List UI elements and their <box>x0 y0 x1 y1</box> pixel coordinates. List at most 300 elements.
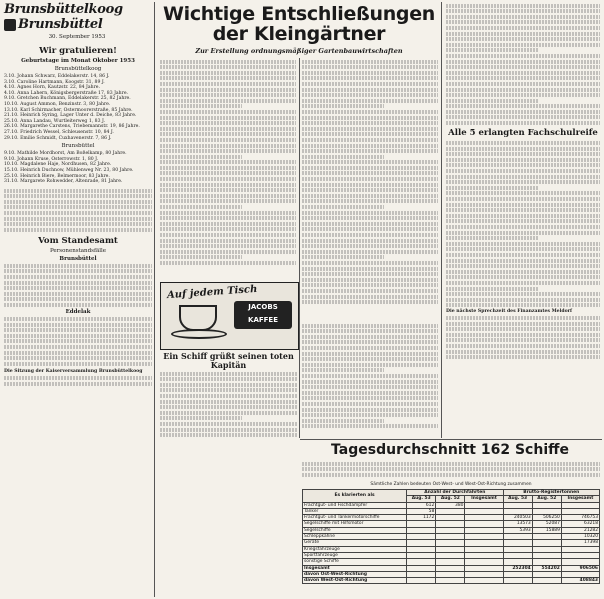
table-cell: Geräte <box>303 540 407 546</box>
birthday-entry: 10.10. August Ammon, Benzinstr. 3, 80 Jahre. <box>4 101 111 107</box>
table-cell: Insgesamt <box>303 565 407 571</box>
text-line <box>446 281 600 285</box>
table-cell <box>532 578 561 584</box>
text-line <box>4 222 152 226</box>
birthday-entry: 3.10. Caroline Hartmann, Koogstr. 31, 89 J. <box>4 79 105 85</box>
birthday-entry: 21.10. Heinrich Syring, Lager Unter d. Deiche, 83 Jahre. <box>4 113 137 119</box>
table-cell: 21282 <box>561 527 599 533</box>
text-line <box>446 322 600 326</box>
text-line <box>302 104 384 108</box>
text-line <box>302 324 438 328</box>
text-line <box>4 356 152 360</box>
text-line <box>302 300 438 304</box>
text-line <box>446 43 600 47</box>
text-line <box>160 88 296 92</box>
table-row <box>303 578 600 584</box>
table-cell: 58 <box>407 508 436 514</box>
standesamt-subtitle: Personenstandsfälle <box>49 247 107 254</box>
birthday-entry: 25.10. Heinrich Biere, Belmermoor, 83 Jahre. <box>4 173 110 179</box>
text-line <box>446 197 600 201</box>
text-line <box>4 200 152 204</box>
text-line <box>160 411 297 415</box>
table-cell <box>407 578 436 584</box>
text-line <box>302 149 438 153</box>
text-line <box>446 344 600 348</box>
text-line <box>446 110 600 114</box>
text-line <box>302 278 438 282</box>
table-cell: 612 <box>407 502 436 508</box>
text-line <box>160 60 296 64</box>
text-line <box>446 180 600 184</box>
text-line <box>302 340 438 344</box>
text-line <box>302 396 438 400</box>
text-line <box>160 433 297 437</box>
table-cell: Frachtgut- und Tankermotorschiffe <box>303 515 407 521</box>
text-line <box>446 65 600 69</box>
text-line <box>160 71 296 75</box>
text-line <box>446 175 600 179</box>
text-line <box>160 383 297 387</box>
text-line <box>302 99 438 103</box>
text-line <box>302 194 438 198</box>
table-cell: 63218 <box>561 521 599 527</box>
text-line <box>446 82 600 86</box>
town-brunsbuettel: Brunsbüttel <box>59 255 97 262</box>
text-line <box>160 255 242 259</box>
table-subheader: Aug. 53 <box>407 496 436 502</box>
text-line <box>302 368 384 372</box>
text-line <box>446 333 600 337</box>
text-line <box>446 99 538 103</box>
text-line <box>446 37 600 41</box>
text-line <box>446 121 600 125</box>
right-text-mid <box>446 141 600 307</box>
table-subheader: Insgesamt <box>561 496 599 502</box>
masthead-title-2: Brunsbüttel <box>4 17 150 32</box>
text-line <box>160 183 296 187</box>
birthday-entry: 13.10. Karl Schirmacher, Ostermoorerstraße, 85 Jahre. <box>4 107 133 113</box>
table-subheader: Aug. 53 <box>503 496 532 502</box>
table-cell: Frachtgut- und Fischdampfer <box>303 502 407 508</box>
text-line <box>160 233 296 237</box>
ship-traffic-title: Tagesdurchschnitt 162 Schiffe <box>331 442 569 458</box>
birthday-entry: 31.10. Margarete Rohwedder, Altenrade, 81 Jahre. <box>4 179 123 185</box>
text-line <box>446 247 600 251</box>
text-line <box>160 155 242 159</box>
text-line <box>160 127 296 131</box>
table-header: Anzahl der Durchfahrten <box>407 490 503 496</box>
text-line <box>160 400 297 404</box>
text-line <box>446 48 538 52</box>
text-line <box>4 292 152 296</box>
table-cell: Tanker <box>303 508 407 514</box>
text-line <box>302 233 438 237</box>
text-line <box>160 416 242 420</box>
text-line <box>4 323 152 327</box>
table-header: Es klarierten als <box>303 490 407 503</box>
text-line <box>4 264 152 268</box>
standesamt-title: Vom Standesamt <box>38 235 118 246</box>
text-line <box>446 93 600 97</box>
text-line <box>160 82 296 86</box>
town-eddelak: Eddelak <box>65 309 91 315</box>
text-line <box>302 272 438 276</box>
text-line <box>302 250 438 254</box>
text-line <box>302 116 438 120</box>
text-line <box>446 264 600 268</box>
left-column <box>4 46 152 596</box>
text-line <box>4 351 152 355</box>
table-cell: 52087 <box>532 521 561 527</box>
text-line <box>302 473 600 477</box>
text-line <box>302 374 438 378</box>
text-line <box>160 377 297 381</box>
text-line <box>4 303 152 307</box>
column-divider <box>441 2 442 438</box>
table-cell: 13573 <box>503 521 532 527</box>
text-line <box>446 275 600 279</box>
text-line <box>446 253 600 257</box>
text-line <box>302 216 438 220</box>
text-line <box>302 199 438 203</box>
text-line <box>302 329 438 333</box>
text-line <box>302 183 438 187</box>
text-line <box>160 116 296 120</box>
text-line <box>160 239 296 243</box>
birthday-entry: 3.10. Johann Schwarz, Eddelakerstr. 14, 86 J. <box>4 74 110 79</box>
article-column-2 <box>302 58 438 320</box>
text-line <box>160 211 296 215</box>
text-line <box>302 295 438 299</box>
finance-office-notice: Die nächste Sprechzeit des Finanzamtes Meldorf <box>446 308 573 314</box>
text-line <box>160 388 297 392</box>
text-line <box>302 144 438 148</box>
text-line <box>302 121 438 125</box>
text-line <box>446 158 600 162</box>
text-line <box>446 71 600 75</box>
text-line <box>160 166 296 170</box>
text-line <box>446 169 600 173</box>
text-line <box>160 222 296 226</box>
text-line <box>302 160 438 164</box>
text-line <box>4 211 152 215</box>
text-line <box>446 4 600 8</box>
text-line <box>302 171 438 175</box>
greeting-title: Wir gratulieren! <box>39 46 117 56</box>
saucer-icon <box>171 329 227 339</box>
school-article-title: Alle 5 erlangten Fachschulreife <box>448 128 598 139</box>
text-line <box>160 65 296 69</box>
right-text-top <box>446 4 600 125</box>
text-line <box>160 227 296 231</box>
text-line <box>446 208 600 212</box>
text-line <box>446 270 600 274</box>
table-subheader: Insgesamt <box>465 496 503 502</box>
text-line <box>160 422 297 426</box>
birthday-entry: 4.10. Agnes Horn, Kautzstr. 22, 84 Jahre. <box>4 85 100 91</box>
text-line <box>4 328 152 332</box>
text-line <box>160 428 297 432</box>
text-line <box>160 132 296 136</box>
text-line <box>4 275 152 279</box>
main-headline: Wichtige Entschließungen der Kleingärtner <box>162 3 436 45</box>
birthday-entry: 9.10. Johann Kruse, Osterrowstr. 1, 80 J. <box>4 156 99 162</box>
table-cell: 10320 <box>561 534 599 540</box>
text-line <box>302 335 438 339</box>
text-line <box>302 222 438 226</box>
text-line <box>160 394 297 398</box>
text-line <box>446 219 600 223</box>
ship-article <box>160 352 297 438</box>
text-line <box>4 228 152 232</box>
issue-date: 30. September 1953 <box>48 34 106 40</box>
table-cell: 15889 <box>532 527 561 533</box>
table-cell: Kriegsfahrzeuge <box>303 546 407 552</box>
place-heading-1: Brunsbüttelkoog <box>54 66 102 72</box>
text-line <box>160 405 297 409</box>
text-line <box>302 211 438 215</box>
text-line <box>446 60 600 64</box>
text-line <box>160 149 296 153</box>
table-cell: 408843 <box>561 578 599 584</box>
text-line <box>302 255 384 259</box>
text-line <box>160 250 296 254</box>
birthday-list-1 <box>4 74 152 141</box>
table-cell <box>465 578 503 584</box>
birthday-entry: 9.10. Mathilde Mordhorst, Am Boßelkamp, 80 Jahre. <box>4 151 127 157</box>
text-line <box>302 283 438 287</box>
text-line <box>446 115 600 119</box>
table-cell: 240503 <box>503 515 532 521</box>
text-line <box>302 244 438 248</box>
text-line <box>302 413 438 417</box>
text-line <box>302 352 438 356</box>
table-cell: Segelschiffe <box>303 527 407 533</box>
town-crest-icon <box>4 19 16 31</box>
table-cell: 506250 <box>532 515 561 521</box>
text-line <box>446 147 600 151</box>
main-subheadline: Zur Erstellung ordnungsmäßiger Gartenbauwirtschaften <box>195 47 403 55</box>
coffee-advertisement <box>160 282 299 350</box>
text-line <box>302 462 600 466</box>
table-cell: davon West-Ost-Richtung <box>303 578 407 584</box>
text-line <box>446 287 538 291</box>
text-line <box>446 316 600 320</box>
table-cell: 5393 <box>503 527 532 533</box>
text-line <box>302 239 438 243</box>
greeting-subtitle: Geburtstage im Monat Oktober 1953 <box>21 58 135 64</box>
text-line <box>160 372 297 376</box>
text-line <box>446 292 600 296</box>
text-line <box>160 216 296 220</box>
text-line <box>446 338 600 342</box>
birthday-entry: 10.10. Magdalene Haje, Nordhusen, 82 Jahre. <box>4 162 112 168</box>
text-line <box>446 355 600 359</box>
text-line <box>160 177 296 181</box>
text-line <box>160 93 296 97</box>
text-line <box>446 26 600 30</box>
text-line <box>302 408 438 412</box>
text-line <box>302 177 438 181</box>
text-line <box>446 20 600 24</box>
text-line <box>446 152 600 156</box>
text-line <box>302 82 438 86</box>
table-cell <box>436 578 465 584</box>
text-line <box>302 363 438 367</box>
text-line <box>302 391 438 395</box>
text-line <box>446 327 600 331</box>
column-divider <box>154 2 155 597</box>
text-line <box>302 76 438 80</box>
text-line <box>302 424 438 428</box>
text-line <box>160 99 296 103</box>
text-line <box>446 9 600 13</box>
section-divider <box>300 439 602 440</box>
text-line <box>4 286 152 290</box>
table-cell: 746753 <box>561 515 599 521</box>
text-line <box>446 236 538 240</box>
text-line <box>302 110 438 114</box>
text-line <box>302 205 384 209</box>
text-line <box>302 357 438 361</box>
text-line <box>446 54 600 58</box>
table-cell: 380 <box>436 502 465 508</box>
ship-article-body <box>160 372 297 438</box>
text-line <box>4 281 152 285</box>
ship-traffic-intro <box>302 460 600 480</box>
text-line <box>446 32 600 36</box>
birthday-entry: 15.10. Heinrich Duchnow, Mühlenweg Nr. 23, 80 Jahre. <box>4 167 134 173</box>
text-line <box>302 127 438 131</box>
text-line <box>4 317 152 321</box>
column-divider <box>299 58 300 438</box>
article-column-2b <box>302 322 438 438</box>
text-line <box>302 419 384 423</box>
text-line <box>4 217 152 221</box>
text-line <box>4 382 152 386</box>
text-line <box>4 362 152 366</box>
place-heading-2: Brunsbüttel <box>61 143 95 150</box>
table-cell: 1172 <box>407 515 436 521</box>
text-line <box>160 205 242 209</box>
text-line <box>446 214 600 218</box>
text-line <box>446 242 600 246</box>
text-line <box>4 334 152 338</box>
text-line <box>160 188 296 192</box>
text-line <box>446 259 600 263</box>
text-line <box>302 166 438 170</box>
text-line <box>446 350 600 354</box>
birthday-entry: 25.10. Anna Landau, Wurtleiterweg 1, 83 J. <box>4 118 105 124</box>
text-line <box>302 402 438 406</box>
text-line <box>302 380 438 384</box>
text-line <box>446 303 600 307</box>
birthday-entry: 29.10. Emilie Schmidt, Cuxhavenerstr. 7, 86 J. <box>4 135 112 141</box>
text-line <box>302 385 438 389</box>
table-cell: sonstige Schiffe <box>303 559 407 565</box>
birthday-list-2 <box>4 151 152 185</box>
ship-article-title: Ein Schiff grüßt seinen toten Kapitän <box>163 352 294 370</box>
text-line <box>160 160 296 164</box>
ad-brand-label: JACOBS KAFFEE <box>234 301 292 329</box>
text-line <box>446 163 600 167</box>
birthday-entry: 9.10. Gretchen Buchmann, Eddelakerstr. 25, 82 Jahre. <box>4 96 131 102</box>
text-line <box>446 203 600 207</box>
text-line <box>446 76 600 80</box>
table-cell: Segelschiffe mit Hilfsmotor <box>303 521 407 527</box>
text-line <box>4 269 152 273</box>
text-line <box>160 121 296 125</box>
table-subheader: Aug. 52 <box>436 496 465 502</box>
text-line <box>446 231 600 235</box>
birthday-entry: 27.10. Friedrich Wessel, Schleusenstr. 10, 84 J. <box>4 129 114 135</box>
text-line <box>160 76 296 80</box>
text-line <box>160 110 296 114</box>
text-line <box>4 345 152 349</box>
text-line <box>4 376 152 380</box>
text-line <box>4 339 152 343</box>
ship-traffic-table <box>302 489 600 584</box>
text-line <box>302 267 438 271</box>
table-caption: Sämtliche Zahlen bedeuten Ost-West- und West-Ost-Richtung zusammen <box>370 482 532 487</box>
text-line <box>160 199 296 203</box>
text-line <box>302 227 438 231</box>
text-line <box>4 205 152 209</box>
text-line <box>302 289 438 293</box>
text-line <box>160 194 296 198</box>
text-line <box>160 261 296 265</box>
birthday-entry: 26.10. Margarethe Carstens, Triebemannstr. 19, 86 Jahre. <box>4 124 140 130</box>
text-line <box>446 191 600 195</box>
text-line <box>446 225 600 229</box>
text-line <box>4 297 152 301</box>
article-column-1 <box>160 58 296 280</box>
right-column <box>446 2 600 438</box>
birthday-entry: 4.10. Anna Lahern, Königsbergerstraße 17, 83 Jahre. <box>4 90 129 96</box>
text-line <box>446 104 600 108</box>
text-line <box>302 132 438 136</box>
text-line <box>302 467 600 471</box>
table-body <box>303 502 600 584</box>
text-line <box>4 189 152 193</box>
table-cell: Schleppkähne <box>303 534 407 540</box>
text-line <box>302 188 438 192</box>
text-line <box>302 88 438 92</box>
table-header: Brutto-Registertonnen <box>503 490 599 496</box>
text-line <box>160 104 242 108</box>
meeting-notice: Die Sitzung der Kaiserversammlung Brunsbüttelkoog <box>4 368 143 374</box>
text-line <box>302 155 384 159</box>
table-cell: 17398 <box>561 540 599 546</box>
text-line <box>446 298 600 302</box>
table-cell: Sportfahrzeuge <box>303 552 407 558</box>
text-line <box>446 141 600 145</box>
text-line <box>160 138 296 142</box>
table-cell: 252304 <box>503 565 532 571</box>
ad-slogan: Auf jedem Tisch <box>166 283 258 302</box>
text-line <box>302 93 438 97</box>
masthead <box>4 2 150 40</box>
table-cell: 906506 <box>561 565 599 571</box>
table-cell <box>503 578 532 584</box>
table-subheader: Aug. 52 <box>532 496 561 502</box>
text-line <box>160 171 296 175</box>
text-line <box>302 65 438 69</box>
text-line <box>302 346 438 350</box>
table-cell: 554202 <box>532 565 561 571</box>
masthead-title-1: Brunsbüttelkoog <box>4 2 123 17</box>
text-line <box>302 60 438 64</box>
